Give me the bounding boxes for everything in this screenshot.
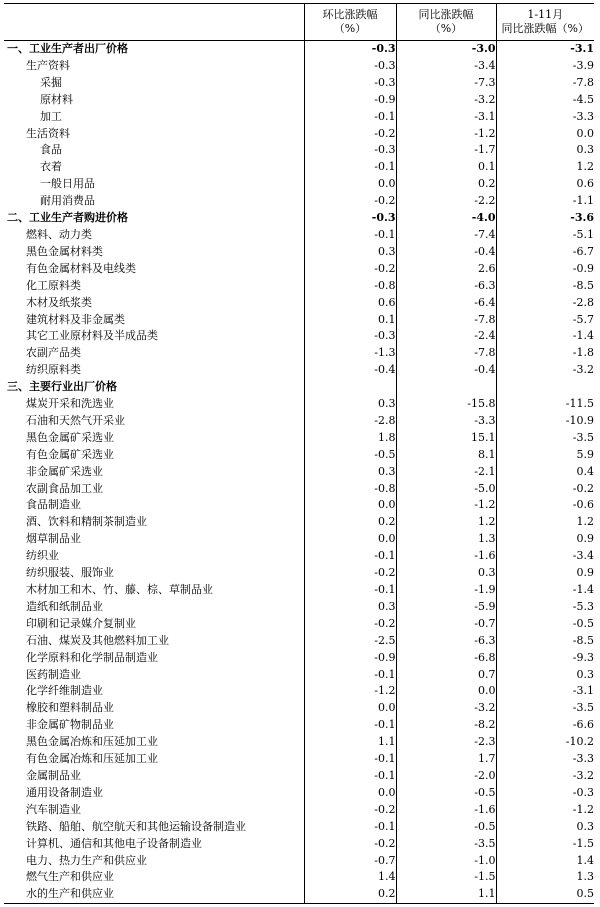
header-yoy-column [396,4,496,41]
row-label: 一般日用品 [40,177,95,191]
ytd-value: 1.4 [496,853,594,870]
section-row [4,41,594,58]
mom-value: -2.5 [304,633,396,650]
mom-value: 0.0 [304,700,396,717]
row-label: 二、工业生产者购进价格 [7,211,128,225]
ytd-value: -0.2 [496,481,594,498]
yoy-value [396,379,496,396]
row-label: 有色金属材料及电线类 [26,261,136,275]
price-index-table [4,3,594,904]
yoy-value: 1.2 [396,514,496,531]
mom-value: -0.1 [304,751,396,768]
row-label: 医药制造业 [26,667,81,681]
ytd-value: -3.5 [496,700,594,717]
yoy-value: -0.7 [396,616,496,633]
ytd-value: 0.9 [496,565,594,582]
mom-value: -0.1 [304,227,396,244]
mom-value: 0.1 [304,312,396,329]
row-label: 采掘 [40,75,62,89]
row-label: 木材加工和木、竹、藤、棕、草制品业 [26,583,213,596]
yoy-value: -1.6 [396,548,496,565]
ytd-value: -3.1 [496,41,594,58]
mom-value: -0.2 [304,565,396,582]
ytd-value: -1.2 [496,802,594,819]
mom-value: 0.3 [304,244,396,261]
mom-value: 0.3 [304,599,396,616]
mom-value: -1.3 [304,345,396,362]
row-label: 造纸和纸制品业 [26,599,103,613]
yoy-value: -7.4 [396,227,496,244]
yoy-value: -8.2 [396,717,496,734]
row-label: 非金属矿采选业 [26,464,103,478]
yoy-value: -4.0 [396,210,496,227]
row-label: 黑色金属材料类 [26,244,103,258]
section-row [4,379,594,396]
mom-value: -0.2 [304,126,396,143]
ytd-value [496,379,594,396]
row-label: 电力、热力生产和供应业 [26,853,147,867]
ytd-value: -3.4 [496,548,594,565]
table-header [4,4,594,41]
yoy-value: -1.0 [396,853,496,870]
row-label: 印刷和记录媒介复制业 [26,616,136,630]
row-label: 三、主要行业出厂价格 [7,380,117,394]
table-row [4,126,594,143]
table-row [4,734,594,751]
row-label: 纺织原料类 [26,363,81,377]
table-row [4,464,594,481]
mom-value: -0.8 [304,278,396,295]
yoy-value: -3.2 [396,700,496,717]
row-label: 化学原料和化学制品制造业 [26,650,158,664]
mom-value: 0.0 [304,531,396,548]
row-label: 非金属矿物制品业 [26,718,114,732]
yoy-value: 0.3 [396,565,496,582]
row-label: 木材及纸浆类 [26,295,92,309]
mom-value: -0.3 [304,328,396,345]
ytd-value: -10.2 [496,734,594,751]
yoy-value: 0.7 [396,667,496,684]
ytd-value: -0.3 [496,785,594,802]
mom-value: -0.1 [304,582,396,599]
ytd-value: -4.5 [496,92,594,109]
mom-value: -0.2 [304,261,396,278]
ytd-value: -3.2 [496,362,594,379]
table-row [4,261,594,278]
ytd-value: 0.3 [496,142,594,159]
header-yoy-line1: 同比涨跌幅 [418,8,474,21]
ytd-value: -3.1 [496,683,594,700]
yoy-value: -6.3 [396,278,496,295]
yoy-value: -2.2 [396,193,496,210]
header-ytd-column [496,4,594,41]
row-label: 计算机、通信和其他电子设备制造业 [26,836,202,850]
row-label: 有色金属矿采选业 [26,447,114,461]
ytd-value: -6.7 [496,244,594,261]
table-row [4,616,594,633]
table-row [4,328,594,345]
mom-value: -0.2 [304,193,396,210]
mom-value: -0.1 [304,667,396,684]
yoy-value: -2.0 [396,768,496,785]
yoy-value: -15.8 [396,396,496,413]
row-label: 耐用消费品 [40,194,95,208]
mom-value: -0.3 [304,58,396,75]
table-row [4,109,594,126]
yoy-value: -1.7 [396,142,496,159]
ytd-value: -5.1 [496,227,594,244]
table-row [4,785,594,802]
ytd-value: 0.3 [496,667,594,684]
row-label: 食品 [40,143,62,157]
table-row [4,886,594,903]
table-row [4,92,594,109]
table-row [4,667,594,684]
row-label: 衣着 [40,160,62,174]
mom-value: -0.7 [304,853,396,870]
table-row [4,142,594,159]
yoy-value: -2.3 [396,734,496,751]
row-label: 汽车制造业 [26,802,81,816]
row-label: 石油和天然气开采业 [26,413,125,427]
mom-value: -0.1 [304,159,396,176]
ytd-value: -5.3 [496,599,594,616]
table-row [4,768,594,785]
ytd-value: -5.7 [496,312,594,329]
mom-value: -0.2 [304,836,396,853]
table-row [4,193,594,210]
mom-value: -0.3 [304,75,396,92]
row-label: 农副产品类 [26,346,81,360]
table-row [4,819,594,836]
mom-value: -1.2 [304,683,396,700]
mom-value: 0.0 [304,176,396,193]
table-body [4,41,594,904]
mom-value: -0.2 [304,616,396,633]
ytd-value: -3.9 [496,58,594,75]
header-mom-line1: 环比涨跌幅 [322,8,378,21]
row-label: 纺织业 [26,549,59,563]
table-row [4,481,594,498]
ytd-value: 0.9 [496,531,594,548]
row-label: 建筑材料及非金属类 [26,312,125,326]
row-label: 黑色金属冶炼和压延加工业 [26,735,158,749]
mom-value: -0.1 [304,717,396,734]
row-label: 燃料、动力类 [26,227,92,241]
ytd-value: -1.4 [496,582,594,599]
ytd-value: -9.3 [496,650,594,667]
ytd-value: -0.6 [496,497,594,514]
yoy-value: -0.5 [396,785,496,802]
header-ytd-line2: 同比涨跌幅（%） [501,22,589,35]
mom-value [304,379,396,396]
row-label: 水的生产和供应业 [4,886,304,903]
table-row [4,802,594,819]
mom-value: -2.8 [304,413,396,430]
ytd-value: -3.5 [496,430,594,447]
row-label: 铁路、船舶、航空航天和其他运输设备制造业 [26,819,246,833]
yoy-value: 0.2 [396,176,496,193]
table-row [4,751,594,768]
table-row [4,413,594,430]
table-row [4,396,594,413]
table-row [4,497,594,514]
yoy-value: 1.1 [396,886,496,903]
ytd-value: -1.1 [496,193,594,210]
yoy-value: -6.8 [396,650,496,667]
ytd-value: -10.9 [496,413,594,430]
header-ytd-line1: 1-11月 [527,8,564,21]
mom-value: -0.8 [304,481,396,498]
row-label: 黑色金属矿采选业 [26,430,114,444]
ytd-value: -3.3 [496,751,594,768]
row-label: 食品制造业 [26,498,81,512]
yoy-value: -1.2 [396,126,496,143]
yoy-value: 1.7 [396,751,496,768]
yoy-value: -7.8 [396,312,496,329]
yoy-value: -5.9 [396,599,496,616]
yoy-value: -1.2 [396,497,496,514]
ytd-value: -8.5 [496,633,594,650]
mom-value: -0.4 [304,362,396,379]
mom-value: 0.0 [304,785,396,802]
row-label: 生活资料 [26,126,70,140]
header-mom-line2: （%） [333,22,367,35]
yoy-value: -3.4 [396,58,496,75]
row-label: 橡胶和塑料制品业 [26,701,114,715]
mom-value: 1.8 [304,430,396,447]
mom-value: -0.3 [304,41,396,58]
mom-value: -0.1 [304,768,396,785]
mom-value: 0.0 [304,497,396,514]
ytd-value: 5.9 [496,447,594,464]
mom-value: -0.9 [304,650,396,667]
ytd-value: -11.5 [496,396,594,413]
table-row [4,278,594,295]
table-row [4,531,594,548]
ytd-value: -8.5 [496,278,594,295]
ytd-value: -1.8 [496,345,594,362]
table-row [4,159,594,176]
yoy-value: -2.1 [396,464,496,481]
yoy-value: -6.4 [396,295,496,312]
header-label-column [4,4,304,41]
yoy-value: -3.1 [396,109,496,126]
row-label: 煤炭开采和洗选业 [26,397,114,411]
table-row [4,700,594,717]
row-label: 原材料 [40,92,73,106]
table-row [4,244,594,261]
table-row [4,836,594,853]
table-row [4,514,594,531]
table-row [4,447,594,464]
ytd-value: -3.3 [496,109,594,126]
ytd-value: 1.3 [496,869,594,886]
table-row [4,430,594,447]
table-row [4,717,594,734]
row-label: 生产资料 [26,58,70,72]
table-row [4,176,594,193]
row-label: 酒、饮料和精制茶制造业 [26,515,147,529]
yoy-value: 15.1 [396,430,496,447]
row-label: 燃气生产和供应业 [26,870,114,884]
yoy-value: 0.1 [396,159,496,176]
table-row [4,227,594,244]
mom-value: -0.2 [304,802,396,819]
yoy-value: -1.5 [396,869,496,886]
ytd-value: 0.5 [496,886,594,903]
mom-value: 0.2 [304,886,396,903]
yoy-value: 2.6 [396,261,496,278]
section-row [4,210,594,227]
yoy-value: -3.2 [396,92,496,109]
ytd-value: 0.4 [496,464,594,481]
table-row [4,650,594,667]
table-row [4,599,594,616]
row-label: 纺织服装、服饰业 [26,566,114,580]
ytd-value: 1.2 [496,159,594,176]
table-row [4,312,594,329]
ytd-value: 1.2 [496,514,594,531]
ytd-value: 0.6 [496,176,594,193]
mom-value: -0.1 [304,548,396,565]
ytd-value: -1.4 [496,328,594,345]
table-row [4,548,594,565]
header-mom-column [304,4,396,41]
yoy-value: 8.1 [396,447,496,464]
row-label: 金属制品业 [26,768,81,782]
table-row [4,869,594,886]
table-row [4,295,594,312]
ytd-value: -0.5 [496,616,594,633]
ytd-value: -2.8 [496,295,594,312]
ytd-value: -3.6 [496,210,594,227]
ytd-value: -3.2 [496,768,594,785]
yoy-value: -7.8 [396,345,496,362]
row-label: 化工原料类 [26,278,81,292]
table-row [4,345,594,362]
ytd-value: -1.5 [496,836,594,853]
yoy-value: 1.3 [396,531,496,548]
table-row [4,683,594,700]
row-label: 化学纤维制造业 [26,684,103,698]
yoy-value: -6.3 [396,633,496,650]
table-row [4,853,594,870]
table-row [4,582,594,599]
ytd-value: -7.8 [496,75,594,92]
mom-value: 0.6 [304,295,396,312]
ytd-value: -0.9 [496,261,594,278]
mom-value: -0.5 [304,447,396,464]
header-yoy-line2: （%） [429,22,463,35]
row-label: 一、工业生产者出厂价格 [7,42,128,55]
yoy-value: -0.4 [396,244,496,261]
table-row [4,58,594,75]
ytd-value: 0.0 [496,126,594,143]
mom-value: 0.2 [304,514,396,531]
row-label: 加工 [40,109,62,123]
yoy-value: -7.3 [396,75,496,92]
yoy-value: -3.5 [396,836,496,853]
yoy-value: -5.0 [396,481,496,498]
mom-value: 1.1 [304,734,396,751]
yoy-value: -2.4 [396,328,496,345]
row-label: 烟草制品业 [26,532,81,546]
ytd-value: -6.6 [496,717,594,734]
yoy-value: -1.6 [396,802,496,819]
mom-value: -0.1 [304,819,396,836]
table-row [4,362,594,379]
table-row [4,75,594,92]
row-label: 农副食品加工业 [26,481,103,495]
row-label: 其它工业原材料及半成品类 [26,329,158,343]
yoy-value: 0.0 [396,683,496,700]
table-row [4,633,594,650]
row-label: 通用设备制造业 [26,785,103,799]
yoy-value: -0.4 [396,362,496,379]
mom-value: 1.4 [304,869,396,886]
row-label: 石油、煤炭及其他燃料加工业 [26,633,169,647]
mom-value: 0.3 [304,396,396,413]
mom-value: 0.3 [304,464,396,481]
mom-value: -0.3 [304,210,396,227]
yoy-value: -0.5 [396,819,496,836]
row-label: 有色金属冶炼和压延加工业 [26,752,158,766]
yoy-value: -3.3 [396,413,496,430]
yoy-value: -3.0 [396,41,496,58]
ytd-value: 0.3 [496,819,594,836]
yoy-value: -1.9 [396,582,496,599]
mom-value: -0.3 [304,142,396,159]
mom-value: -0.9 [304,92,396,109]
mom-value: -0.1 [304,109,396,126]
table-row [4,565,594,582]
